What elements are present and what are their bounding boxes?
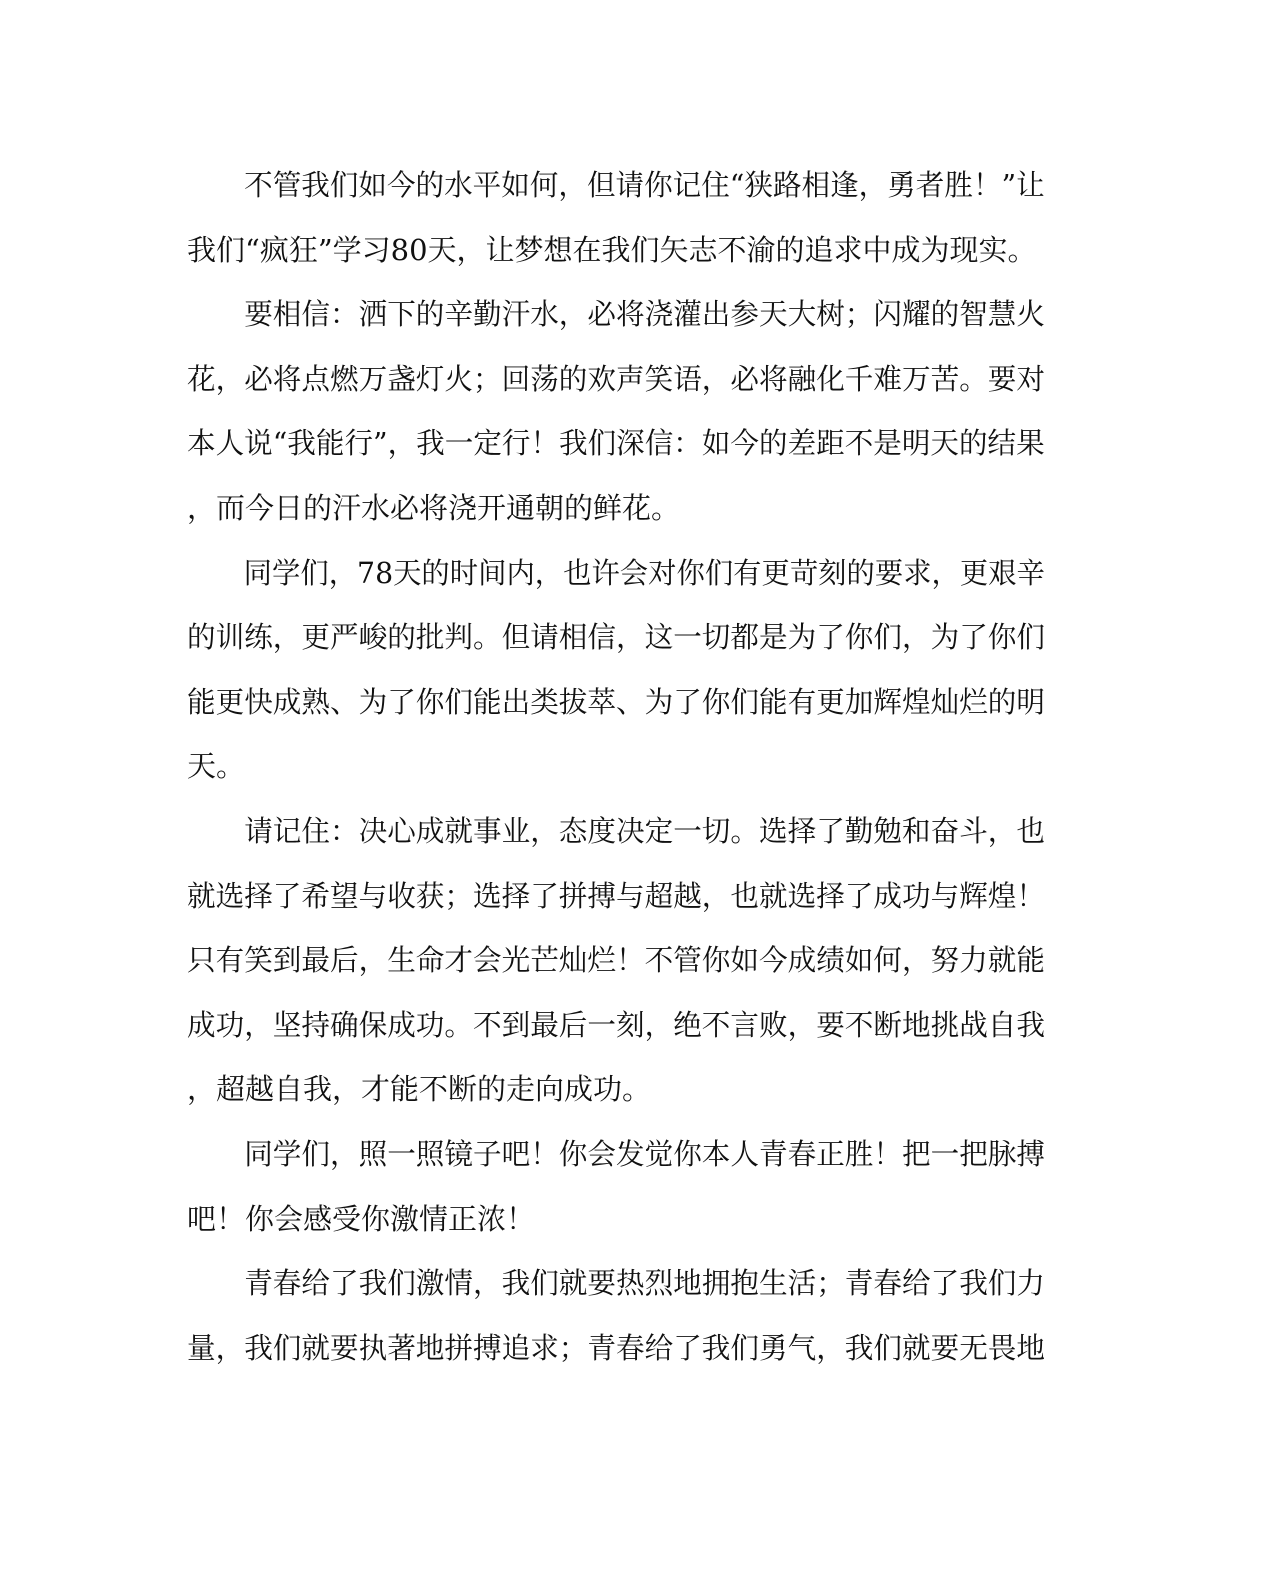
text-line: ，而今日的汗水必将浇开通朝的鲜花。: [187, 491, 681, 525]
text-line: 的训练，更严峻的批判。但请相信，这一切都是为了你们，为了你们: [187, 620, 1046, 654]
text-line: 花，必将点燃万盏灯火；回荡的欢声笑语，必将融化千难万苦。要对: [187, 362, 1046, 396]
text-line: 只有笑到最后，生命才会光芒灿烂！不管你如今成绩如何，努力就能: [187, 943, 1046, 977]
text-line: 要相信：洒下的辛勤汗水，必将浇灌出参天大树；闪耀的智慧火: [187, 297, 1046, 331]
text-line: 吧！你会感受你激情正浓！: [187, 1202, 536, 1236]
text-line: 同学们，78天的时间内，也许会对你们有更苛刻的要求，更艰辛: [187, 556, 1045, 590]
text-line: 能更快成熟、为了你们能出类拔萃、为了你们能有更加辉煌灿烂的明: [187, 685, 1046, 719]
text-line: 量，我们就要执著地拼搏追求；青春给了我们勇气，我们就要无畏地: [187, 1331, 1046, 1365]
text-line: 就选择了希望与收获；选择了拼搏与超越，也就选择了成功与辉煌！: [187, 879, 1046, 913]
text-line: 本人说“我能行”，我一定行！我们深信：如今的差距不是明天的结果: [187, 426, 1045, 460]
text-line: 同学们，照一照镜子吧！你会发觉你本人青春正胜！把一把脉搏: [187, 1137, 1046, 1171]
text-line: 请记住：决心成就事业，态度决定一切。选择了勤勉和奋斗，也: [187, 814, 1046, 848]
text-line: 青春给了我们激情，我们就要热烈地拥抱生活；青春给了我们力: [187, 1266, 1046, 1300]
text-line: 天。: [187, 749, 246, 783]
text-line: 我们“疯狂”学习80天，让梦想在我们矢志不渝的追求中成为现实。: [187, 233, 1037, 267]
text-line: 不管我们如今的水平如何，但请你记住“狭路相逢，勇者胜！”让: [187, 168, 1045, 202]
text-line: 成功，坚持确保成功。不到最后一刻，绝不言败，要不断地挑战自我: [187, 1008, 1046, 1042]
text-line: ，超越自我，才能不断的走向成功。: [187, 1072, 652, 1106]
